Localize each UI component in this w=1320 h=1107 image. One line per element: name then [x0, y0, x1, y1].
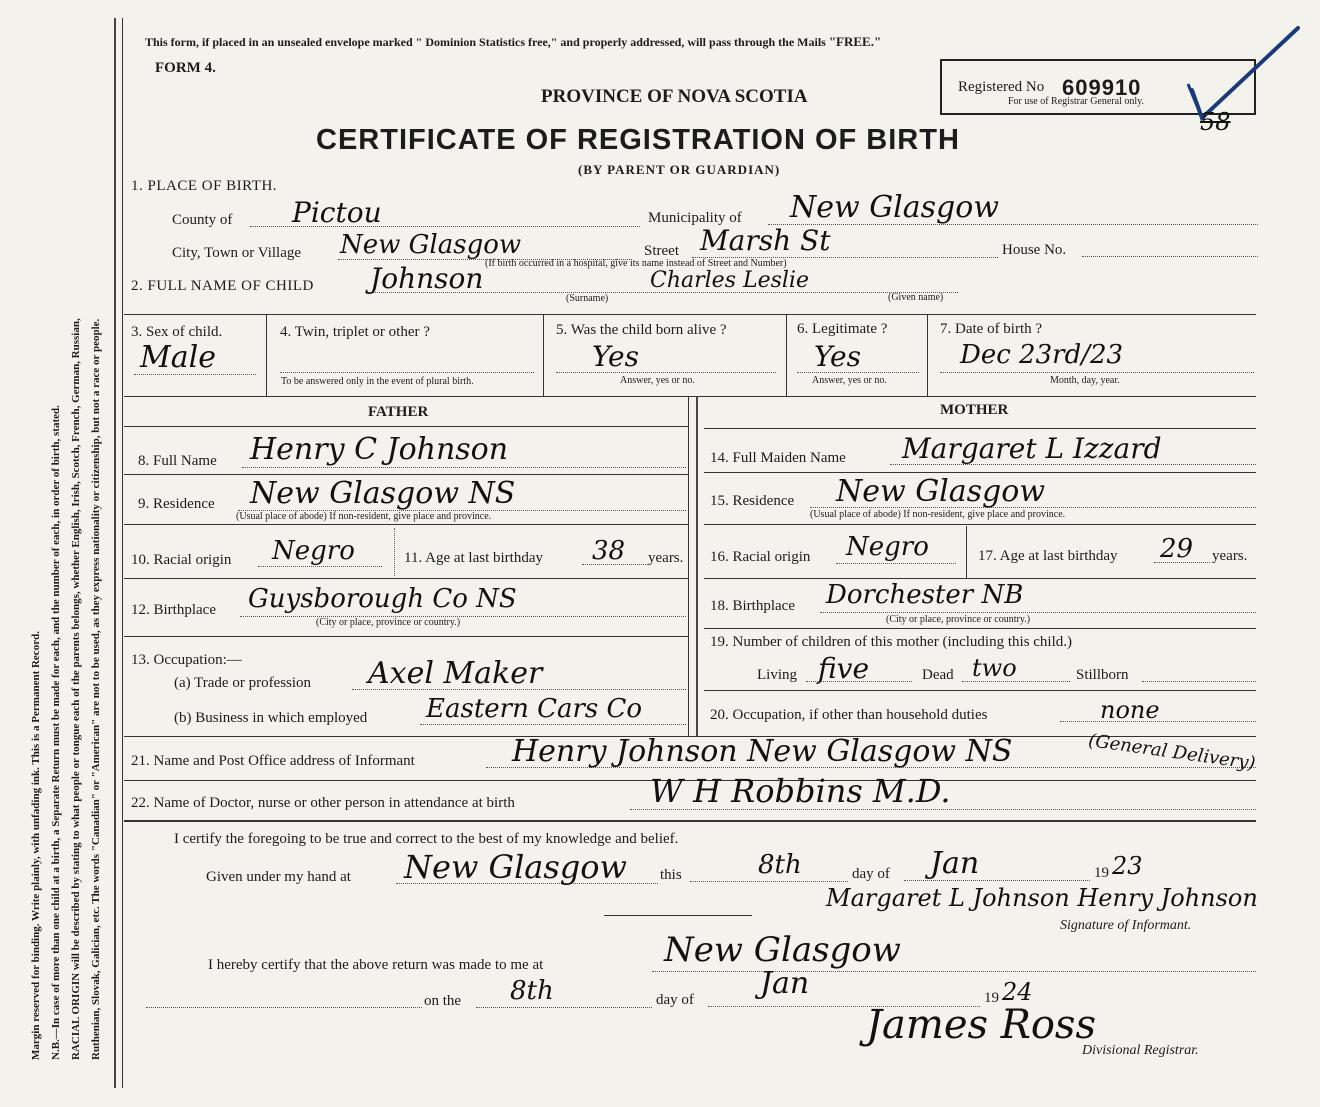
given-year-suffix: 23	[1112, 852, 1143, 880]
given-day-of-label: day of	[852, 866, 890, 882]
stillborn-line	[1142, 681, 1256, 682]
mother-heading-rule	[704, 428, 1256, 429]
row3-bottom-rule	[124, 396, 1256, 397]
father-age-value: 38	[592, 536, 626, 566]
county-label: County of	[172, 212, 233, 228]
father-residence-caption: (Usual place of abode) If non-resident, give place and province.	[236, 511, 492, 522]
informant-signatures: Margaret L Johnson Henry Johnson	[826, 884, 1258, 912]
registrar-statement: I hereby certify that the above return was made to me at	[208, 957, 544, 973]
legitimate-caption: Answer, yes or no.	[812, 375, 887, 386]
given-year-prefix: 19	[1094, 865, 1109, 881]
city-label: City, Town or Village	[172, 245, 302, 261]
legitimate-label: 6. Legitimate ?	[797, 321, 888, 337]
informant-value: Henry Johnson New Glasgow NS	[512, 734, 1013, 769]
registered-label: Registered No	[958, 79, 1045, 95]
business-line	[420, 724, 686, 725]
father-name-line	[242, 467, 686, 468]
parents-center-divider-2	[688, 396, 689, 736]
father-residence-label: 9. Residence	[138, 496, 215, 512]
province-heading: PROVINCE OF NOVA SCOTIA	[541, 86, 808, 107]
doctor-value: W H Robbins M.D.	[650, 772, 951, 810]
mother-residence-value: New Glasgow	[836, 474, 1046, 509]
father-rule-1	[124, 474, 688, 475]
registrar-day-of-label: day of	[656, 992, 694, 1008]
father-birthplace-line	[240, 616, 686, 617]
alive-line	[556, 372, 776, 373]
certificate-title: CERTIFICATE OF REGISTRATION OF BIRTH	[316, 124, 960, 156]
mother-race-value: Negro	[846, 532, 929, 562]
doctor-rule	[124, 820, 1256, 822]
certify-statement: I certify the foregoing to be true and correct to the best of my knowledge and belief.	[174, 831, 679, 847]
registrar-day-line	[476, 1007, 652, 1008]
dead-value: two	[972, 654, 1017, 682]
house-line	[1082, 256, 1258, 257]
registrar-place-value: New Glasgow	[664, 930, 901, 970]
informant-label: 21. Name and Post Office address of Informant	[131, 753, 415, 769]
corner-mark: 58	[1200, 108, 1231, 136]
father-rule-3	[124, 578, 688, 579]
sex-label: 3. Sex of child.	[131, 324, 223, 340]
living-label: Living	[757, 667, 797, 683]
county-value: Pictou	[292, 196, 382, 229]
municipality-value: New Glasgow	[790, 190, 1000, 225]
street-value: Marsh St	[700, 224, 831, 257]
twin-label: 4. Twin, triplet or other ?	[280, 324, 430, 340]
child-name-label: 2. FULL NAME OF CHILD	[131, 278, 314, 294]
doctor-label: 22. Name of Doctor, nurse or other person in attendance at birth	[131, 795, 515, 811]
row3-divider-1	[266, 314, 267, 396]
alive-caption: Answer, yes or no.	[620, 375, 695, 386]
father-rule-2	[124, 524, 688, 525]
living-value: five	[818, 652, 870, 685]
dob-label: 7. Date of birth ?	[940, 321, 1043, 337]
given-place-value: New Glasgow	[404, 848, 627, 886]
mother-rule-2	[704, 524, 1256, 525]
row3-divider-2	[543, 314, 544, 396]
mother-heading: MOTHER	[940, 402, 1009, 418]
registrar-year-prefix: 19	[984, 990, 999, 1006]
binding-border-inner	[122, 18, 123, 1088]
mother-rule-1	[704, 472, 1256, 473]
binding-margin-notes	[30, 10, 102, 1060]
father-birthplace-caption: (City or place, province or country.)	[316, 617, 461, 628]
mother-residence-label: 15. Residence	[710, 493, 795, 509]
informant-extra: (General Delivery)	[1087, 730, 1257, 775]
stillborn-label: Stillborn	[1076, 667, 1129, 683]
mother-name-label: 14. Full Maiden Name	[710, 450, 846, 466]
sex-value: Male	[140, 340, 216, 375]
mother-birthplace-value: Dorchester NB	[826, 580, 1024, 610]
mother-age-unit: years.	[1212, 548, 1248, 564]
child-given-value: Charles Leslie	[650, 268, 809, 293]
registrar-signature: James Ross	[866, 1002, 1096, 1048]
given-under-label: Given under my hand at	[206, 869, 351, 885]
mother-birthplace-line	[820, 612, 1256, 613]
twin-line	[280, 372, 534, 373]
this-label: this	[660, 867, 682, 883]
margin-line-1: Margin reserved for binding. Write plainly, with unfading ink. This is a Permanent Record.	[30, 631, 42, 1060]
legitimate-value: Yes	[814, 340, 861, 373]
row3-top-rule	[124, 314, 1256, 315]
certificate-subtitle: (BY PARENT OR GUARDIAN)	[578, 162, 781, 177]
alive-value: Yes	[592, 340, 639, 373]
surname-caption: (Surname)	[566, 293, 609, 304]
blank-signature-line	[604, 915, 752, 916]
house-label: House No.	[1002, 242, 1067, 258]
mother-race-label: 16. Racial origin	[710, 549, 811, 565]
municipality-label: Municipality of	[648, 210, 742, 226]
mother-rule-4	[704, 628, 1256, 629]
form-number: FORM 4.	[155, 60, 216, 76]
registrar-place-line	[652, 971, 1256, 972]
mother-occupation-value: none	[1100, 696, 1160, 724]
mother-name-value: Margaret L Izzard	[902, 432, 1162, 465]
registrar-month-value: Jan	[760, 966, 810, 1001]
father-rule-4	[124, 636, 688, 637]
given-month-value: Jan	[930, 846, 980, 881]
alive-label: 5. Was the child born alive ?	[556, 322, 727, 338]
father-occupation-label: 13. Occupation:—	[131, 652, 242, 668]
given-day-value: 8th	[758, 850, 802, 880]
father-residence-value: New Glasgow NS	[250, 476, 516, 511]
father-birthplace-label: 12. Birthplace	[131, 602, 216, 618]
mother-age-label: 17. Age at last birthday	[978, 548, 1118, 564]
father-race-divider	[394, 528, 395, 576]
row3-divider-4	[927, 314, 928, 396]
father-name-value: Henry C Johnson	[250, 432, 509, 467]
registered-number: 609910	[1062, 75, 1142, 100]
trade-label: (a) Trade or profession	[174, 675, 312, 691]
father-race-label: 10. Racial origin	[131, 552, 232, 568]
on-the-label: on the	[424, 993, 462, 1009]
mail-notice-free: "FREE."	[828, 34, 882, 49]
trade-value: Axel Maker	[368, 656, 543, 691]
row3-divider-3	[786, 314, 787, 396]
mother-occupation-label: 20. Occupation, if other than household duties	[710, 707, 988, 723]
place-of-birth-label: 1. PLACE OF BIRTH.	[131, 178, 278, 194]
father-name-label: 8. Full Name	[138, 453, 217, 469]
margin-line-4: Ruthenian, Slovak, Galician, etc. The words "Canadian" or "American" are not to be used, as they express nationality or citizenship, but not a race or people.	[90, 318, 102, 1060]
mother-children-label: 19. Number of children of this mother (including this child.)	[710, 634, 1073, 650]
mail-notice	[145, 34, 881, 50]
margin-line-3: RACIAL ORIGIN will be described by stating to what people or tongue each of the parents belongs, whether English, Irish, Scotch, French, German, Russian,	[70, 318, 82, 1060]
father-age-label: 11. Age at last birthday	[404, 550, 543, 566]
parents-center-divider	[696, 396, 698, 736]
binding-border-outer	[114, 18, 116, 1088]
margin-line-2: N.B.—In case of more than one child at a birth, a Separate Return must be made for each, and the number of each, in order of birth, stated.	[50, 405, 62, 1060]
informant-signature-caption: Signature of Informant.	[1060, 918, 1192, 933]
father-birthplace-value: Guysborough Co NS	[248, 584, 517, 614]
registrar-caption: Divisional Registrar.	[1082, 1043, 1199, 1058]
mother-rule-3	[704, 578, 1256, 579]
twin-caption: To be answered only in the event of plural birth.	[281, 376, 474, 387]
street-label: Street	[644, 243, 679, 259]
child-surname-value: Johnson	[370, 262, 484, 295]
business-label: (b) Business in which employed	[174, 710, 368, 726]
dob-caption: Month, day, year.	[1050, 375, 1120, 386]
dob-value: Dec 23rd/23	[960, 340, 1124, 370]
mother-age-value: 29	[1160, 534, 1194, 564]
business-value: Eastern Cars Co	[426, 694, 643, 724]
city-value: New Glasgow	[340, 230, 522, 260]
registered-note: For use of Registrar General only.	[1008, 96, 1144, 107]
mother-race-divider	[966, 526, 967, 578]
mother-birthplace-label: 18. Birthplace	[710, 598, 795, 614]
father-heading-rule	[124, 426, 688, 427]
hospital-note: (If birth occurred in a hospital, give its name instead of Street and Number)	[485, 258, 787, 269]
father-age-unit: years.	[648, 550, 684, 566]
father-race-line	[258, 566, 382, 567]
mother-birthplace-caption: (City or place, province or country.)	[886, 614, 1031, 625]
registrar-year-suffix: 24	[1002, 978, 1033, 1006]
father-race-value: Negro	[272, 536, 355, 566]
mother-residence-caption: (Usual place of abode) If non-resident, give place and province.	[810, 509, 1066, 520]
father-heading: FATHER	[368, 404, 429, 420]
mother-rule-5	[704, 690, 1256, 691]
registrar-leading-line	[146, 1007, 422, 1008]
dead-label: Dead	[922, 667, 954, 683]
given-name-caption: (Given name)	[888, 292, 944, 303]
dob-line	[940, 372, 1254, 373]
mother-race-line	[836, 563, 956, 564]
given-day-line	[690, 881, 848, 882]
mail-notice-text: This form, if placed in an unsealed envelope marked " Dominion Statistics free," and properly addressed, will pass through the Mails	[145, 35, 826, 49]
registrar-day-value: 8th	[510, 976, 554, 1006]
